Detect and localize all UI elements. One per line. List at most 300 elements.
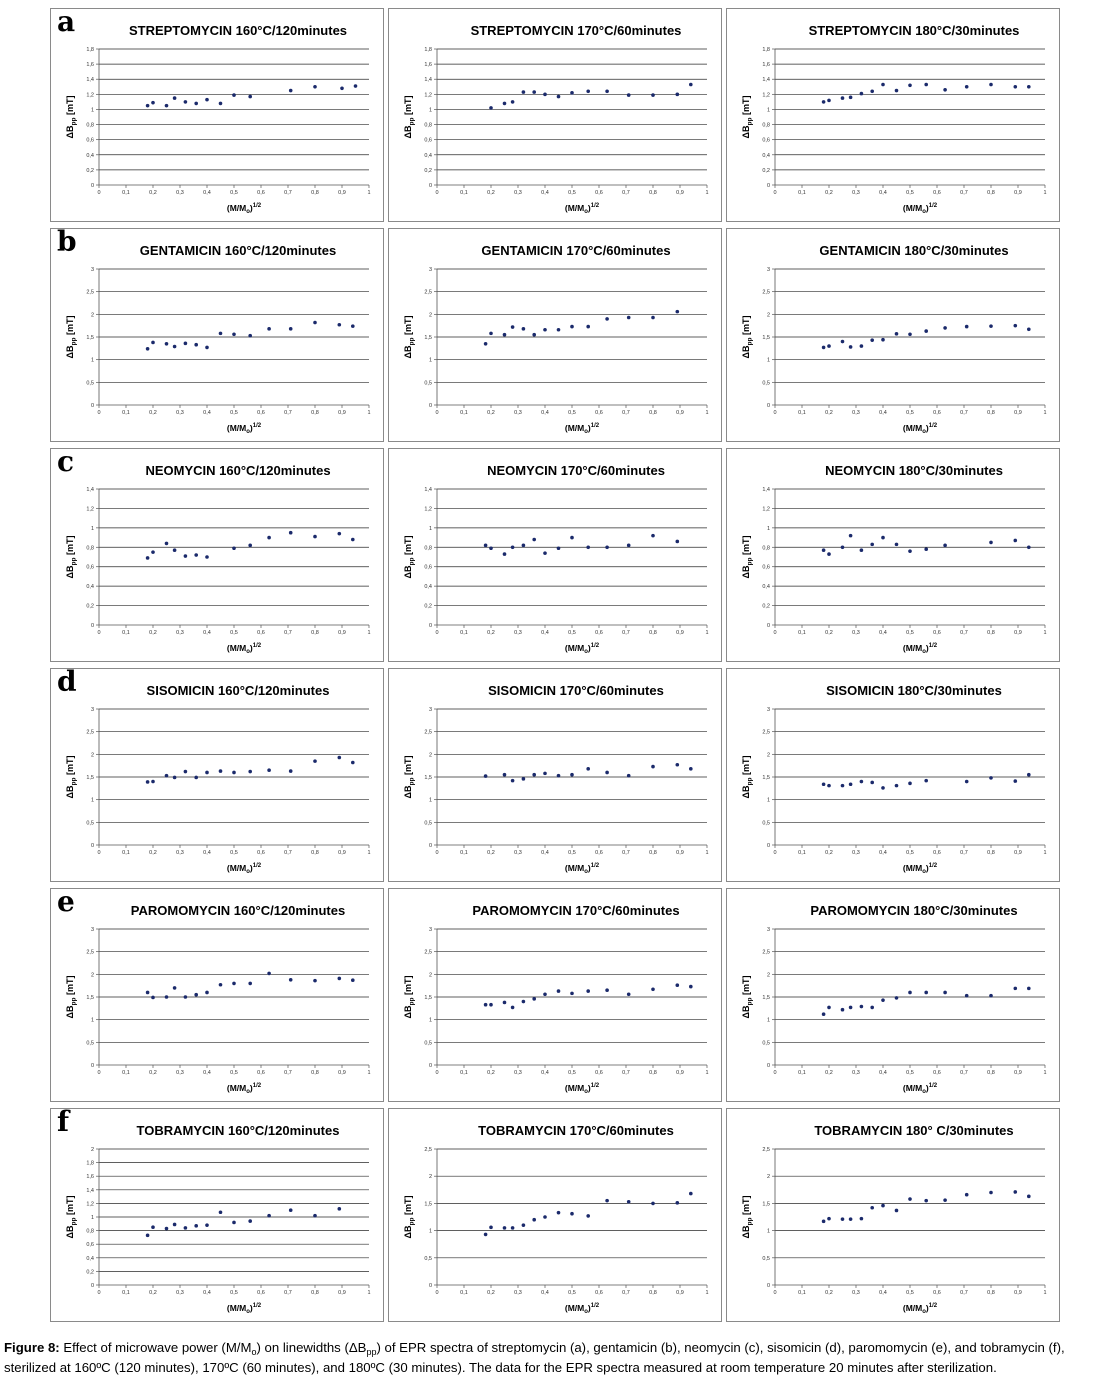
data-point	[503, 1226, 507, 1230]
y-tick-label: 1,8	[424, 47, 432, 53]
data-point	[173, 345, 177, 349]
data-point	[532, 997, 536, 1001]
y-tick-label: 1,2	[86, 1201, 94, 1208]
data-point	[1027, 773, 1031, 777]
data-point	[313, 535, 317, 539]
data-point	[989, 541, 993, 545]
y-axis-label: $\Delta B_{pp}$ [mT]	[741, 1195, 754, 1239]
x-tick-label: 0,3	[852, 1290, 860, 1296]
x-tick-label: 0,5	[230, 630, 238, 636]
x-tick-label: 0,1	[798, 410, 806, 416]
data-point	[511, 545, 515, 549]
data-point	[924, 779, 928, 783]
scatter-chart	[51, 669, 385, 883]
y-axis-label: $\Delta B_{pp}$ [mT]	[403, 975, 416, 1019]
x-tick-label: 0,4	[203, 850, 211, 856]
x-tick-label: 0,1	[460, 190, 468, 196]
data-point	[522, 777, 526, 781]
data-point	[908, 1197, 912, 1201]
data-point	[860, 92, 864, 96]
y-tick-label: 1,2	[424, 92, 432, 99]
y-tick-label: 2,5	[762, 1147, 770, 1153]
x-axis-label: $(M/M_o)^{1/2}$	[226, 643, 262, 655]
x-tick-label: 1	[705, 1070, 709, 1076]
scatter-chart	[727, 889, 1061, 1103]
chart-title: STREPTOMYCIN 180°C/30minutes	[808, 23, 1020, 38]
data-point	[511, 325, 515, 329]
y-tick-label: 0,8	[86, 545, 94, 552]
x-tick-label: 0	[435, 630, 439, 636]
data-point	[146, 991, 150, 995]
chart-panel-d-2	[388, 668, 722, 882]
x-tick-label: 0,2	[825, 410, 833, 416]
data-point	[989, 994, 993, 998]
x-tick-label: 0,3	[176, 1070, 184, 1076]
y-tick-label: 0,5	[424, 820, 432, 827]
chart-title: STREPTOMYCIN 170°C/60minutes	[470, 23, 682, 38]
x-tick-label: 0,2	[149, 190, 157, 196]
data-point	[651, 93, 655, 97]
y-tick-label: 2,5	[424, 729, 432, 736]
x-tick-label: 0,2	[487, 630, 495, 636]
y-tick-label: 0,5	[86, 820, 94, 827]
chart-title: SISOMICIN 160°C/120minutes	[146, 683, 330, 698]
x-tick-label: 0,2	[149, 1070, 157, 1076]
data-point	[822, 1220, 826, 1224]
y-tick-label: 0	[766, 183, 770, 189]
x-tick-label: 0	[435, 850, 439, 856]
data-point	[248, 982, 252, 986]
data-point	[165, 342, 169, 346]
scatter-chart	[51, 449, 385, 663]
chart-panel-f-3	[726, 1108, 1060, 1322]
y-tick-label: 0	[90, 843, 94, 849]
data-point	[267, 327, 271, 331]
y-axis-label: $\Delta B_{pp}$ [mT]	[741, 975, 754, 1019]
y-tick-label: 1	[766, 107, 770, 114]
data-point	[989, 776, 993, 780]
data-point	[489, 1003, 493, 1007]
chart-panel-a-1	[50, 5, 384, 222]
x-tick-label: 0,1	[122, 1290, 130, 1296]
data-point	[689, 1192, 693, 1196]
data-point	[503, 773, 507, 777]
x-axis-label: $(M/M_o)^{1/2}$	[226, 203, 262, 215]
x-tick-label: 0,4	[541, 1070, 549, 1076]
x-tick-label: 0,3	[852, 850, 860, 856]
data-point	[532, 1218, 536, 1222]
y-tick-label: 1,5	[86, 335, 94, 341]
y-tick-label: 0,6	[762, 564, 770, 571]
data-point	[194, 1224, 198, 1228]
x-tick-label: 0,1	[798, 630, 806, 636]
x-tick-label: 1	[705, 410, 709, 416]
caption-label: Figure 8:	[4, 1340, 60, 1355]
x-tick-label: 0,2	[825, 630, 833, 636]
caption-text-3: ) of EPR spectra of streptomycin (a), gentamicin (b), neomycin (c), sisomicin (d), paromomycin (e), and tobramycin (f), sterilized at 160ºC (120 minutes), 170ºC (60 minutes), and 180ºC (30 minutes). The data for the EPR spectra measured at room temperature 20 minutes after sterilization.	[4, 1340, 1065, 1375]
x-tick-label: 0,3	[514, 1070, 522, 1076]
data-point	[543, 992, 547, 996]
y-tick-label: 2,5	[86, 949, 94, 956]
data-point	[151, 101, 155, 105]
y-tick-label: 0,4	[762, 584, 770, 591]
scatter-chart	[389, 449, 723, 663]
data-point	[827, 1006, 831, 1010]
x-axis-label: $(M/M_o)^{1/2}$	[564, 863, 600, 875]
data-point	[219, 332, 223, 336]
chart-title: SISOMICIN 170°C/60minutes	[488, 683, 664, 698]
x-tick-label: 0,8	[311, 630, 319, 636]
data-point	[841, 545, 845, 549]
y-axis-label: $\Delta B_{pp}$ [mT]	[403, 315, 416, 359]
y-axis-label: $\Delta B_{pp}$ [mT]	[403, 95, 416, 139]
x-tick-label: 0,1	[122, 630, 130, 636]
x-tick-label: 1	[1043, 1070, 1047, 1076]
x-tick-label: 0,7	[622, 630, 630, 636]
x-tick-label: 0,7	[284, 850, 292, 856]
x-tick-label: 1	[1043, 190, 1047, 196]
data-point	[232, 1221, 236, 1225]
data-point	[205, 771, 209, 775]
x-tick-label: 0,4	[541, 190, 549, 196]
x-tick-label: 0,6	[595, 1290, 603, 1296]
x-tick-label: 0,6	[595, 190, 603, 196]
x-tick-label: 0	[773, 630, 777, 636]
y-axis-label: $\Delta B_{pp}$ [mT]	[741, 535, 754, 579]
x-tick-label: 0	[97, 1070, 101, 1076]
y-tick-label: 0,5	[86, 380, 94, 387]
x-tick-label: 0,6	[595, 410, 603, 416]
data-point	[165, 1227, 169, 1231]
x-tick-label: 0,8	[311, 1290, 319, 1296]
data-point	[895, 543, 899, 547]
x-tick-label: 0,5	[906, 410, 914, 416]
x-tick-label: 0,9	[1014, 190, 1022, 196]
data-point	[543, 551, 547, 555]
data-point	[870, 1206, 874, 1210]
y-tick-label: 1,6	[424, 62, 432, 69]
x-tick-label: 0,5	[568, 190, 576, 196]
x-tick-label: 0	[435, 1290, 439, 1296]
data-point	[557, 1211, 561, 1215]
x-axis-label: $(M/M_o)^{1/2}$	[564, 423, 600, 435]
x-tick-label: 0,5	[906, 850, 914, 856]
x-axis-label: $(M/M_o)^{1/2}$	[564, 643, 600, 655]
y-tick-label: 2	[90, 312, 94, 319]
y-tick-label: 0,2	[86, 167, 94, 174]
x-tick-label: 0,8	[987, 1070, 995, 1076]
x-tick-label: 0,7	[960, 190, 968, 196]
data-point	[570, 325, 574, 329]
y-axis-label: $\Delta B_{pp}$ [mT]	[65, 755, 78, 799]
data-point	[860, 344, 864, 348]
y-axis-label: $\Delta B_{pp}$ [mT]	[65, 535, 78, 579]
y-tick-label: 0,2	[762, 167, 770, 174]
data-point	[965, 1193, 969, 1197]
y-axis-label: $\Delta B_{pp}$ [mT]	[403, 755, 416, 799]
data-point	[511, 1006, 515, 1010]
y-tick-label: 0,8	[86, 122, 94, 129]
x-tick-label: 1	[1043, 1290, 1047, 1296]
y-tick-label: 2	[90, 1147, 94, 1153]
y-axis-label: $\Delta B_{pp}$ [mT]	[403, 535, 416, 579]
data-point	[849, 345, 853, 349]
data-point	[313, 85, 317, 89]
data-point	[511, 779, 515, 783]
data-point	[165, 774, 169, 778]
x-tick-label: 0,6	[257, 850, 265, 856]
y-tick-label: 1	[90, 1215, 94, 1221]
x-tick-label: 0,8	[649, 630, 657, 636]
y-tick-label: 2,5	[86, 289, 94, 296]
x-tick-label: 0	[97, 190, 101, 196]
y-tick-label: 0,5	[424, 380, 432, 387]
y-tick-label: 1,4	[86, 77, 94, 84]
scatter-chart	[51, 1109, 385, 1323]
x-tick-label: 0,5	[230, 410, 238, 416]
x-tick-label: 0,9	[338, 1070, 346, 1076]
scatter-chart	[389, 1109, 723, 1323]
data-point	[289, 327, 293, 331]
data-point	[586, 325, 590, 329]
data-point	[627, 1200, 631, 1204]
data-point	[676, 540, 680, 544]
y-tick-label: 1,2	[762, 506, 770, 513]
data-point	[605, 1199, 609, 1203]
y-tick-label: 0	[766, 1063, 770, 1069]
data-point	[586, 767, 590, 771]
data-point	[881, 338, 885, 342]
x-axis-label: $(M/M_o)^{1/2}$	[226, 1083, 262, 1095]
x-tick-label: 0,2	[487, 1070, 495, 1076]
x-tick-label: 0,9	[338, 410, 346, 416]
data-point	[1014, 539, 1018, 543]
data-point	[1027, 545, 1031, 549]
y-tick-label: 0	[766, 403, 770, 409]
data-point	[908, 991, 912, 995]
x-tick-label: 1	[367, 1070, 371, 1076]
data-point	[965, 994, 969, 998]
data-point	[1027, 327, 1031, 331]
data-point	[676, 763, 680, 767]
y-tick-label: 0,6	[86, 564, 94, 571]
y-tick-label: 1	[428, 797, 432, 804]
x-tick-label: 0,5	[568, 410, 576, 416]
x-axis-label: $(M/M_o)^{1/2}$	[226, 423, 262, 435]
data-point	[570, 773, 574, 777]
y-tick-label: 0	[766, 623, 770, 629]
data-point	[503, 1001, 507, 1005]
scatter-chart	[389, 9, 723, 223]
data-point	[651, 1202, 655, 1206]
data-point	[895, 784, 899, 788]
y-tick-label: 1,2	[86, 92, 94, 99]
x-tick-label: 0,4	[879, 630, 887, 636]
x-tick-label: 0,1	[460, 850, 468, 856]
data-point	[338, 532, 342, 536]
data-point	[522, 1000, 526, 1004]
y-tick-label: 2	[766, 1174, 770, 1181]
x-tick-label: 0,3	[852, 410, 860, 416]
y-tick-label: 2,5	[762, 949, 770, 956]
chart-panel-a-3	[726, 8, 1060, 222]
data-point	[184, 342, 188, 346]
y-tick-label: 0,5	[762, 1040, 770, 1047]
y-tick-label: 1	[90, 525, 94, 532]
data-point	[860, 780, 864, 784]
data-point	[881, 998, 885, 1002]
scatter-chart	[727, 9, 1061, 223]
x-tick-label: 0,9	[1014, 410, 1022, 416]
y-tick-label: 0	[90, 1283, 94, 1289]
y-tick-label: 0	[766, 1283, 770, 1289]
x-tick-label: 0	[773, 1290, 777, 1296]
data-point	[965, 780, 969, 784]
y-tick-label: 1,2	[424, 506, 432, 513]
x-axis-label: $(M/M_o)^{1/2}$	[226, 863, 262, 875]
data-point	[338, 323, 342, 327]
chart-panel-f-1	[50, 1105, 384, 1322]
data-point	[908, 83, 912, 87]
y-tick-label: 1	[90, 1017, 94, 1024]
data-point	[841, 1008, 845, 1012]
x-tick-label: 0,2	[487, 1290, 495, 1296]
y-tick-label: 0,2	[762, 603, 770, 610]
scatter-chart	[51, 9, 385, 223]
data-point	[313, 1214, 317, 1218]
y-tick-label: 1	[428, 357, 432, 364]
data-point	[194, 776, 198, 780]
x-tick-label: 0,1	[122, 410, 130, 416]
x-tick-label: 0,2	[487, 190, 495, 196]
x-tick-label: 0,7	[622, 190, 630, 196]
x-tick-label: 0,5	[568, 1070, 576, 1076]
y-tick-label: 1,4	[762, 487, 770, 493]
data-point	[943, 88, 947, 92]
y-tick-label: 3	[766, 707, 770, 713]
data-point	[248, 95, 252, 99]
y-tick-label: 0	[428, 1063, 432, 1069]
panel-letter: a	[57, 5, 76, 38]
data-point	[489, 106, 493, 110]
scatter-chart	[727, 1109, 1061, 1323]
x-tick-label: 0,2	[825, 190, 833, 196]
y-tick-label: 1,8	[762, 47, 770, 53]
data-point	[503, 552, 507, 556]
y-tick-label: 1,4	[424, 77, 432, 84]
data-point	[205, 555, 209, 559]
x-tick-label: 1	[705, 190, 709, 196]
data-point	[895, 1209, 899, 1213]
y-tick-label: 0,5	[424, 1040, 432, 1047]
x-tick-label: 0,1	[460, 410, 468, 416]
x-tick-label: 0	[435, 410, 439, 416]
data-point	[338, 756, 342, 760]
y-tick-label: 1,8	[86, 47, 94, 53]
x-tick-label: 0	[773, 190, 777, 196]
y-tick-label: 0,5	[762, 820, 770, 827]
y-tick-label: 1	[766, 1017, 770, 1024]
data-point	[989, 324, 993, 328]
data-point	[822, 1012, 826, 1016]
data-point	[351, 978, 355, 982]
x-tick-label: 0,3	[514, 850, 522, 856]
data-point	[232, 93, 236, 97]
data-point	[532, 773, 536, 777]
data-point	[340, 86, 344, 90]
x-tick-label: 0,9	[676, 850, 684, 856]
y-tick-label: 0,6	[424, 137, 432, 144]
data-point	[522, 90, 526, 94]
x-tick-label: 0,7	[960, 850, 968, 856]
x-axis-label: $(M/M_o)^{1/2}$	[902, 863, 938, 875]
x-tick-label: 0,1	[798, 1070, 806, 1076]
x-tick-label: 0,6	[933, 410, 941, 416]
x-tick-label: 0,9	[338, 190, 346, 196]
data-point	[586, 989, 590, 993]
x-tick-label: 0,4	[541, 410, 549, 416]
y-tick-label: 1	[428, 525, 432, 532]
x-tick-label: 0,1	[460, 1290, 468, 1296]
x-tick-label: 1	[1043, 410, 1047, 416]
x-tick-label: 0,5	[568, 850, 576, 856]
data-point	[849, 534, 853, 538]
x-tick-label: 0,5	[230, 190, 238, 196]
chart-panel-e-2	[388, 888, 722, 1102]
data-point	[841, 784, 845, 788]
x-tick-label: 0,3	[176, 190, 184, 196]
y-tick-label: 0	[90, 1063, 94, 1069]
data-point	[522, 327, 526, 331]
data-point	[570, 536, 574, 540]
chart-title: NEOMYCIN 170°C/60minutes	[487, 463, 665, 478]
data-point	[484, 1233, 488, 1237]
data-point	[924, 329, 928, 333]
y-tick-label: 1	[90, 107, 94, 114]
x-tick-label: 0,6	[257, 190, 265, 196]
data-point	[651, 765, 655, 769]
chart-title: TOBRAMYCIN 160°C/120minutes	[136, 1123, 340, 1138]
x-axis-label: $(M/M_o)^{1/2}$	[902, 203, 938, 215]
y-axis-label: $\Delta B_{pp}$ [mT]	[65, 95, 78, 139]
x-tick-label: 0,7	[622, 850, 630, 856]
y-tick-label: 1,5	[424, 335, 432, 341]
y-tick-label: 2	[766, 312, 770, 319]
x-tick-label: 0,7	[284, 630, 292, 636]
x-tick-label: 0,8	[987, 190, 995, 196]
x-tick-label: 0,3	[514, 190, 522, 196]
y-tick-label: 0,5	[86, 1040, 94, 1047]
data-point	[627, 774, 631, 778]
x-tick-label: 0,8	[649, 190, 657, 196]
y-tick-label: 1,8	[86, 1160, 94, 1167]
caption-sub-o: o	[251, 1347, 257, 1357]
data-point	[605, 90, 609, 94]
x-tick-label: 0,5	[230, 1290, 238, 1296]
data-point	[676, 983, 680, 987]
data-point	[532, 538, 536, 542]
data-point	[543, 93, 547, 97]
data-point	[511, 100, 515, 104]
x-tick-label: 0,6	[257, 1070, 265, 1076]
data-point	[151, 996, 155, 1000]
data-point	[151, 341, 155, 345]
x-tick-label: 0	[97, 850, 101, 856]
x-tick-label: 0	[773, 850, 777, 856]
y-tick-label: 2,5	[86, 729, 94, 736]
data-point	[232, 982, 236, 986]
data-point	[248, 1219, 252, 1223]
